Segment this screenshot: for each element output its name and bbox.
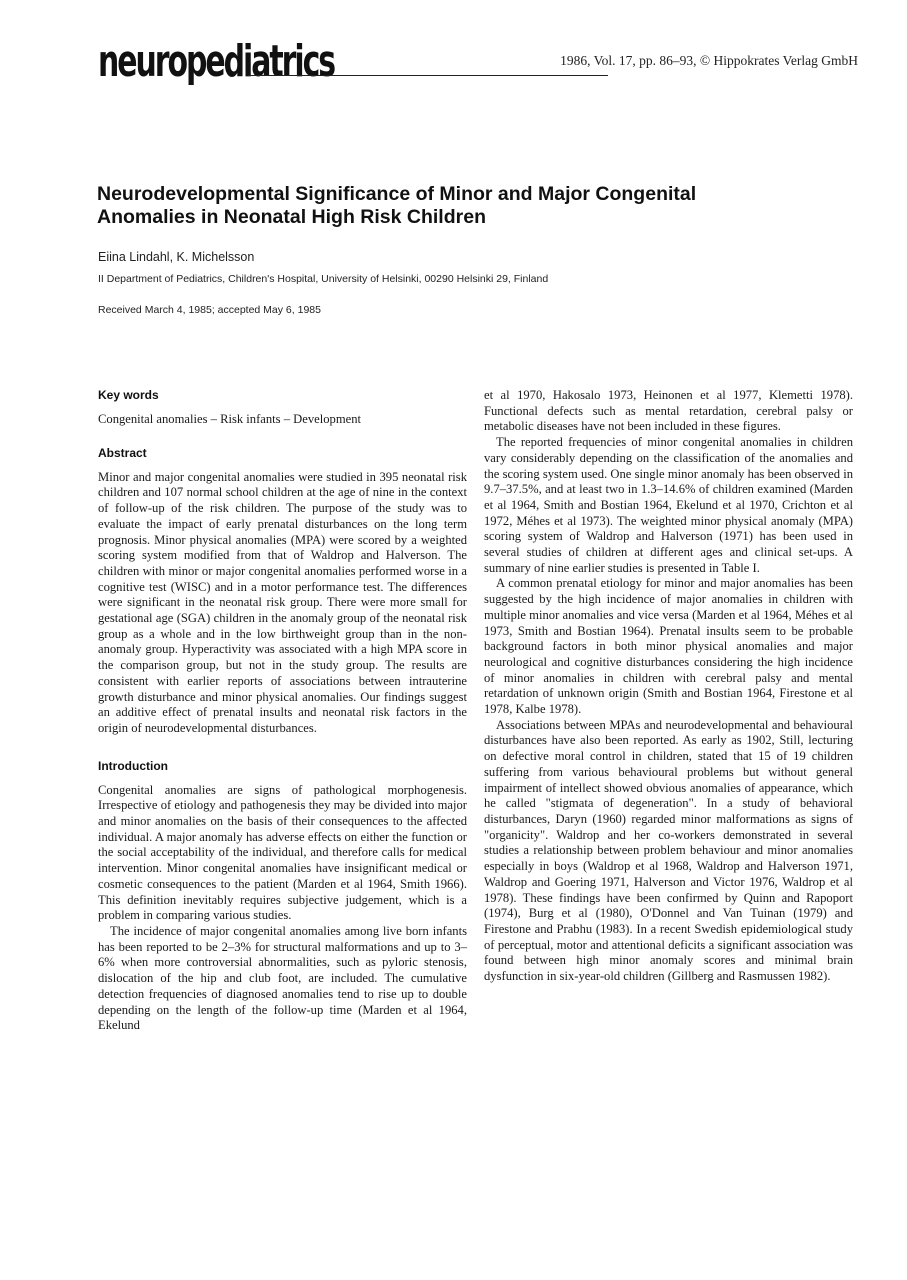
- right-column: [484, 388, 853, 985]
- right-paragraph-4: Associations between MPAs and neurodevelopmental and behavioural disturbances have also been reported. As early as 1902, Still, lecturing on defective moral control in children, stated that 15 of 19 children suffering from various behavioural problems but without general impairment of intellect showed obvious anomalies of appearance, which he called "stigmata of degeneration". In a study of behavioral disturbances, Daryn (1960) regarded minor malformations as signs of "organicity". Waldrop and her co-workers demonstrated in several studies a relationship between problem behaviour and minor anomalies especially in boys (Waldrop et al 1968, Waldrop and Halverson 1971, Waldrop and Goering 1971, Halverson and Victor 1976, Waldrop et al 1978). These findings have been confirmed by Quinn and Rapoport (1974), Burg et al (1980), O'Donnel and Van Tuinan (1979) and Firestone and Prabhu (1983). In a recent Swedish epidemiological study of perceptual, motor and attentional deficits a significant association was found between high minor anomaly scores and minimal brain dysfunction in six-year-old children (Gillberg and Rasmussen 1982).: [484, 717, 853, 984]
- right-paragraph-3: A common prenatal etiology for minor and major anomalies has been suggested by the high incidence of major anomalies in children with multiple minor anomalies and vice versa (Marden et al 1964, Méhes et al 1973, Smith and Bostian 1964). Prenatal insults seem to be probable background factors in both minor physical anomalies and major neurological and cognitive disturbances considering the high incidence of minor anomalies in children with cerebral palsy and mental retardation of unknown origin (Smith and Bostian 1964, Firestone et al 1978, Kalbe 1978).: [484, 576, 853, 717]
- journal-logo: neuropediatrics: [98, 36, 335, 87]
- masthead-rule: [248, 75, 608, 76]
- left-column: [98, 388, 467, 1034]
- introduction-heading: Introduction: [98, 758, 168, 773]
- spacer: [98, 737, 467, 759]
- introduction-paragraph-1: Congenital anomalies are signs of pathological morphogenesis. Irrespective of etiology and pathogenesis they may be divided into major and minor anomalies on the basis of their consequences to the affected individual. A major anomaly has adverse effects on either the function or the social acceptability of the individual, and therefore calls for medical intervention. Minor congenital anomalies have insignificant medical or cosmetic consequences to the patient (Marden et al 1964, Smith 1966). This definition inevitably requires subjective judgement, which is a problem in comparing various studies.: [98, 782, 467, 923]
- masthead: [98, 36, 858, 90]
- authors: Eiina Lindahl, K. Michelsson: [98, 250, 255, 264]
- right-paragraph-2: The reported frequencies of minor congenital anomalies in children vary considerably depending on the classification of the anomalies and the scoring system used. One single minor anomaly has been observed in 9.7–37.5%, and at least two in 1.3–14.6% of children examined (Marden et al 1964, Smith and Bostian 1964, Ekelund et al 1970, Crichton et al 1972, Méhes et al 1973). The weighted minor physical anomaly (MPA) scoring system of Waldrop and Halverson (1971) has been used in several studies of children at different ages and clinical set-ups. A summary of nine earlier studies is presented in Table I.: [484, 435, 853, 575]
- title-line-1: Neurodevelopmental Significance of Minor and Major Congenital: [97, 183, 697, 205]
- title-line-2: Anomalies in Neonatal High Risk Children: [97, 206, 486, 228]
- affiliation: II Department of Pediatrics, Children's Hospital, University of Helsinki, 00290 Helsinki 29, Finland: [98, 273, 549, 285]
- right-paragraph-1: et al 1970, Hakosalo 1973, Heinonen et al 1977, Klemetti 1978). Functional defects such as mental retardation, cerebral palsy or metabolic diseases have not been included in these figures.: [484, 388, 853, 434]
- received-dates: Received March 4, 1985; accepted May 6, 1985: [98, 304, 321, 316]
- abstract-text: Minor and major congenital anomalies were studied in 395 neonatal risk children and 107 normal school children at the age of nine in the context of follow-up of the risk children. The purpose of the study was to evaluate the impact of early prenatal disturbances on the long term prognosis. Minor physical anomalies (MPA) were scored by a weighted scoring system modified from that of Waldrop and Halverson. The children with minor or major congenital anomalies performed worse in a cognitive test (WISC) and in a motor performance test. The differences were significant in the neonatal risk group. There were more small for gestational age (SGA) children in the anomaly group of the neonatal risk group as a whole and in the low birthweight group than in the non-anomaly group. Hyperactivity was associated with a high MPA score in the comparison group, but not in the study group. The results are consistent with earlier reports of associations between intrauterine growth disturbance and minor physical anomalies. Our findings suggest an additive effect of prenatal insults and neonatal risk factors in the origin of neurodevelopmental disturbances.: [98, 469, 467, 735]
- abstract-heading: Abstract: [98, 445, 147, 460]
- keywords-heading: Key words: [98, 388, 159, 402]
- citation-line: 1986, Vol. 17, pp. 86–93, © Hippokrates Verlag GmbH: [560, 53, 858, 68]
- keywords-text: Congenital anomalies – Risk infants – Development: [98, 412, 362, 426]
- spacer: [98, 428, 467, 446]
- article-title: [97, 183, 797, 229]
- introduction-paragraph-2: The incidence of major congenital anomalies among live born infants has been reported to be 2–3% for structural malformations and up to 3–6% when more controversial abnormalities, such as pyloric stenosis, dislocation of the hip and club foot, are included. The cumulative detection frequencies of diagnosed anomalies tend to rise up to double depending on the length of the follow-up time (Marden et al 1964, Ekelund: [98, 923, 467, 1033]
